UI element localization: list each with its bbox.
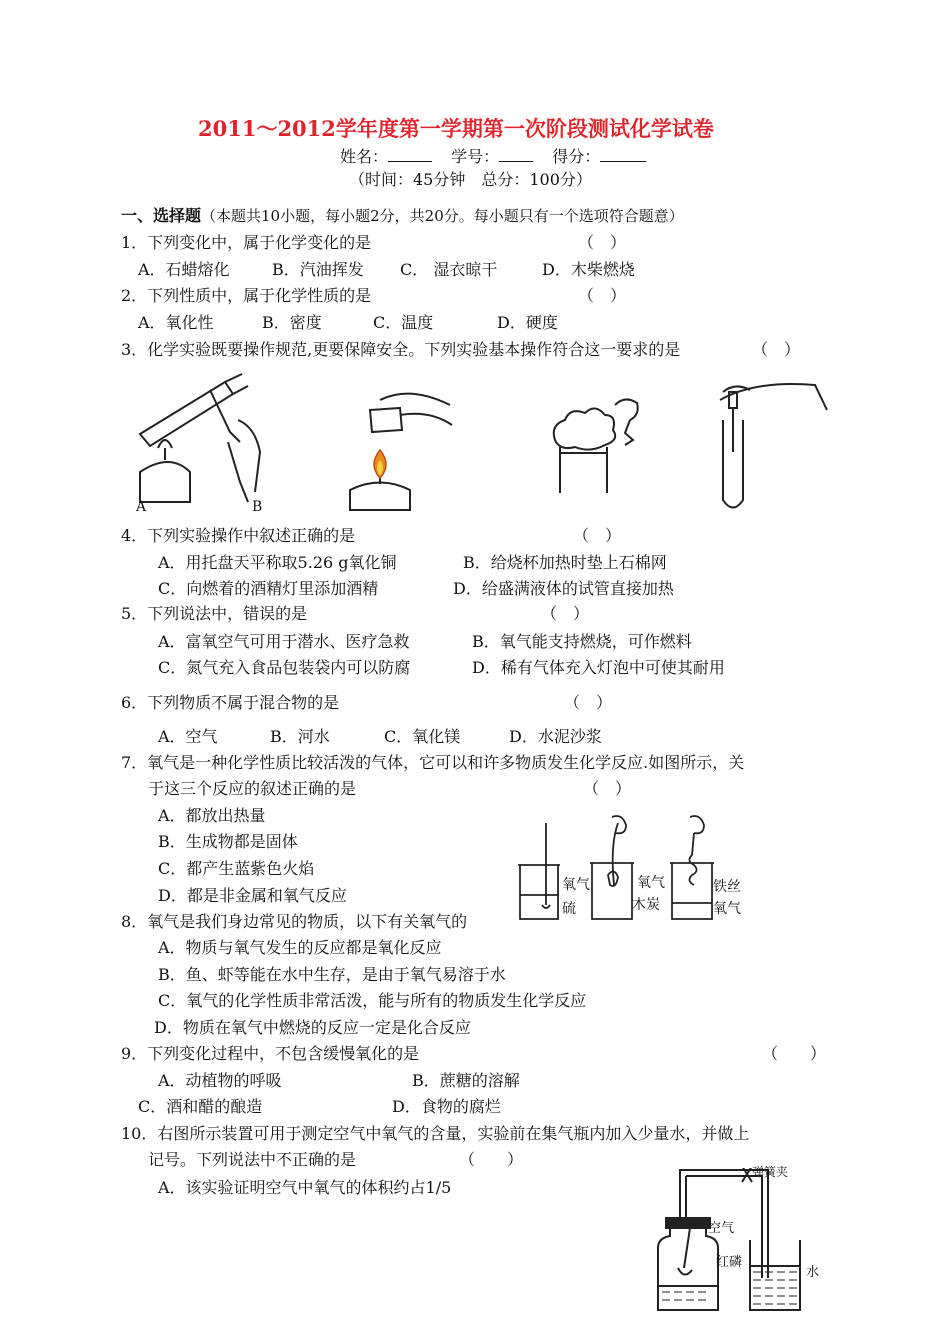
q7-fig-jar3-gas-label: 氧气 xyxy=(713,901,741,917)
q2-option-c: C．温度 xyxy=(373,313,434,332)
q7-option-b: B．生成物都是固体 xyxy=(158,832,298,851)
q8-stem: 8．氧气是我们身边常见的物质，以下有关氧气的 xyxy=(121,912,468,931)
q9-option-c: C．酒和醋的酿造 xyxy=(138,1097,263,1116)
q7-fig-jar2-substance-label: 木炭 xyxy=(632,897,660,913)
q4-option-d: D．给盛满液体的试管直接加热 xyxy=(453,579,674,598)
student-id-label: 学号： xyxy=(451,147,500,166)
q2-option-b: B．密度 xyxy=(262,313,322,332)
name-blank[interactable] xyxy=(388,147,432,162)
q3-answer-paren[interactable]: （ ） xyxy=(752,340,801,359)
time-score-line: （时间：45分钟 总分：100分） xyxy=(349,170,592,189)
q1-option-a: A．石蜡熔化 xyxy=(138,260,230,279)
q1-option-c: C． 湿衣晾干 xyxy=(400,260,498,279)
q1-option-b: B．汽油挥发 xyxy=(272,260,364,279)
q8-option-c: C．氧气的化学性质非常活泼，能与所有的物质发生化学反应 xyxy=(158,991,587,1010)
q7-option-c: C．都产生蓝紫色火焰 xyxy=(158,859,315,878)
q1-answer-paren[interactable]: （ ） xyxy=(578,233,627,252)
q10-answer-paren[interactable]: （ ） xyxy=(459,1150,524,1169)
q10-fig-phosphorus-label: 红磷 xyxy=(716,1255,743,1270)
q5-option-b: B．氧气能支持燃烧，可作燃料 xyxy=(472,632,692,651)
section-title: 一、选择题 xyxy=(121,206,202,225)
q7-stem-line1: 7．氧气是一种化学性质比较活泼的气体，它可以和许多物质发生化学反应.如图所示，关 xyxy=(121,753,745,772)
q3-figure-b-label: B xyxy=(252,499,263,515)
q5-stem: 5．下列说法中，错误的是 xyxy=(121,604,308,623)
student-info-row xyxy=(340,147,646,165)
q10-figure-apparatus xyxy=(650,1165,820,1313)
q5-answer-paren[interactable]: （ ） xyxy=(541,604,590,623)
q6-option-b: B．河水 xyxy=(270,727,330,746)
score-label: 得分： xyxy=(552,147,601,166)
exam-title: 2011～2012学年度第一学期第一次阶段测试化学试卷 xyxy=(198,116,714,141)
q7-option-a: A．都放出热量 xyxy=(158,806,266,825)
q5-option-c: C．氮气充入食品包装袋内可以防腐 xyxy=(158,658,411,677)
q9-answer-paren[interactable]: （ ） xyxy=(762,1044,827,1063)
q3-figure-a xyxy=(130,372,270,515)
q6-option-c: C．氧化镁 xyxy=(384,727,461,746)
section-heading xyxy=(121,208,684,224)
q6-option-a: A．空气 xyxy=(158,727,218,746)
q6-option-d: D．水泥沙浆 xyxy=(509,727,602,746)
q5-option-a: A．富氧空气可用于潜水、医疗急救 xyxy=(158,632,410,651)
q7-stem-line2: 于这三个反应的叙述正确的是 xyxy=(148,779,357,798)
student-id-blank[interactable] xyxy=(499,147,533,162)
q9-option-b: B．蔗糖的溶解 xyxy=(412,1071,520,1090)
q3-stem: 3．化学实验既要操作规范,更要保障安全。下列实验基本操作符合这一要求的是 xyxy=(121,340,681,359)
q10-stem-line1: 10．右图所示装置可用于测定空气中氧气的含量，实验前在集气瓶内加入少量水，并做上 xyxy=(121,1124,750,1143)
q7-fig-jar2-gas-label: 氧气 xyxy=(637,875,665,891)
q10-stem-line2: 记号。下列说法中不正确的是 xyxy=(148,1150,357,1169)
q2-answer-paren[interactable]: （ ） xyxy=(578,286,627,305)
q2-option-d: D．硬度 xyxy=(497,313,558,332)
name-label: 姓名： xyxy=(340,147,389,166)
q8-option-a: A．物质与氧气发生的反应都是氧化反应 xyxy=(158,938,442,957)
q6-stem: 6．下列物质不属于混合物的是 xyxy=(121,693,340,712)
q3-figure-c xyxy=(545,385,655,495)
q10-option-a: A．该实验证明空气中氧气的体积约占1/5 xyxy=(158,1178,452,1197)
q1-option-d: D．木柴燃烧 xyxy=(542,260,635,279)
q3-figure-d xyxy=(715,370,835,515)
q5-option-d: D．稀有气体充入灯泡中可使其耐用 xyxy=(472,658,725,677)
score-blank[interactable] xyxy=(600,147,646,162)
q9-stem: 9．下列变化过程中，不包含缓慢氧化的是 xyxy=(121,1044,420,1063)
q6-answer-paren[interactable]: （ ） xyxy=(564,693,613,712)
q8-option-b: B．鱼、虾等能在水中生存，是由于氧气易溶于水 xyxy=(158,965,506,984)
q10-fig-air-label: 空气 xyxy=(708,1221,735,1236)
q4-option-b: B．给烧杯加热时垫上石棉网 xyxy=(463,553,667,572)
q7-option-d: D．都是非金属和氧气反应 xyxy=(158,886,347,905)
q9-option-a: A．动植物的呼吸 xyxy=(158,1071,282,1090)
q1-stem: 1．下列变化中，属于化学变化的是 xyxy=(121,233,372,252)
q7-answer-paren[interactable]: （ ） xyxy=(583,779,632,798)
section-note: （本题共10小题，每小题2分，共20分。每小题只有一个选项符合题意） xyxy=(201,207,684,225)
q7-fig-jar1-gas-label: 氧气 xyxy=(562,877,590,893)
q2-stem: 2．下列性质中，属于化学性质的是 xyxy=(121,286,372,305)
q7-fig-jar1-substance-label: 硫 xyxy=(562,901,576,917)
q4-answer-paren[interactable]: （ ） xyxy=(573,526,622,545)
q3-figure-a-label: A xyxy=(136,499,147,515)
q4-stem: 4．下列实验操作中叙述正确的是 xyxy=(121,526,356,545)
q2-option-a: A．氧化性 xyxy=(138,313,214,332)
q4-option-c: C．向燃着的酒精灯里添加酒精 xyxy=(158,579,379,598)
q3-figure-b xyxy=(340,380,460,512)
q7-fig-jar3-substance-label: 铁丝 xyxy=(713,879,741,895)
q8-option-d: D．物质在氧气中燃烧的反应一定是化合反应 xyxy=(154,1018,471,1037)
q10-fig-clamp-label: 弹簧夹 xyxy=(752,1165,789,1179)
q9-option-d: D．食物的腐烂 xyxy=(392,1097,501,1116)
q4-option-a: A．用托盘天平称取5.26 g氧化铜 xyxy=(158,553,397,572)
q10-fig-water-label: 水 xyxy=(806,1265,820,1280)
